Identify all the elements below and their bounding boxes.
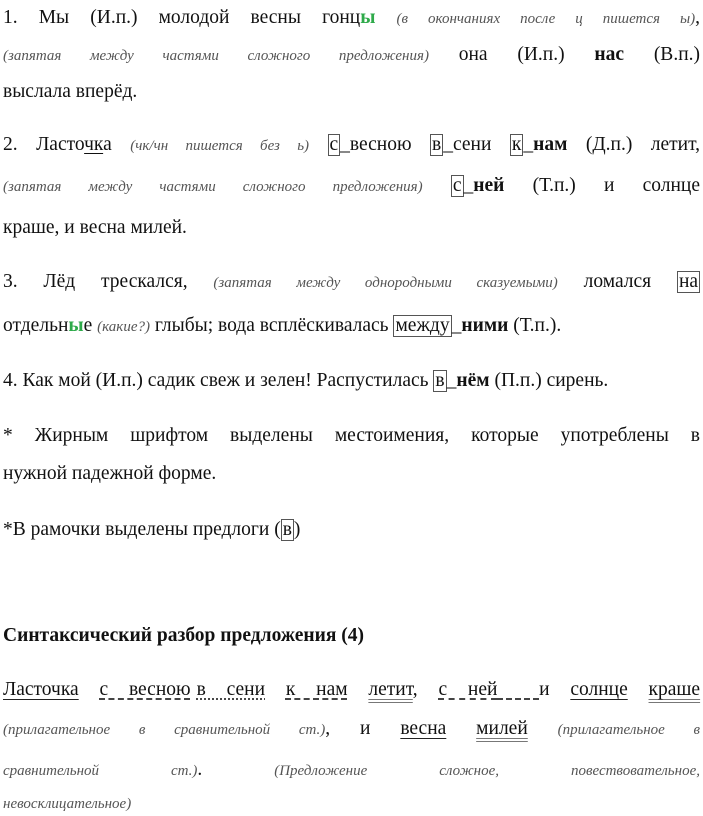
s1-line-2: (запятая между частями сложного предложения) она (И.п.) нас (В.п.) xyxy=(3,44,700,65)
s4-line: 4. Как мой (И.п.) садик свеж и зелен! Распустилась в _нём (П.п.) сирень. xyxy=(3,370,609,391)
preposition-box: между xyxy=(395,315,450,336)
preposition-box: с xyxy=(329,134,339,155)
object: с весною xyxy=(99,679,191,700)
s2-line-2: (запятая между частями сложного предложения) с _ней (Т.п.) и солнце xyxy=(3,175,700,196)
parse-line-1: Ласточка с весною в сени к нам летит, с ней и солнце краше xyxy=(3,679,701,700)
parse-line-4: невосклицательное) xyxy=(3,796,132,812)
pronoun: ними xyxy=(461,315,509,336)
question-note: (какие?) xyxy=(97,319,150,335)
s1-line-1: 1. Мы (И.п.) молодой весны гонцы (в окончаниях после ц пишется ы), xyxy=(3,7,700,28)
s2-line-1: 2. Ласточка (чк/чн пишется без ь) с _весною в _сени к _нам (Д.п.) летит, xyxy=(3,134,701,155)
pronoun: нём xyxy=(456,370,490,391)
pronoun: нас xyxy=(594,44,625,65)
punctuation-note: (запятая между частями сложного предложения) xyxy=(3,179,423,195)
object: с ней xyxy=(438,679,498,700)
preposition-box: на xyxy=(678,271,699,292)
spelling-note: (в окончаниях после ц пишется ы) xyxy=(396,11,696,27)
predicate: краше xyxy=(648,679,701,700)
object: к нам xyxy=(285,679,348,700)
note-box: *В рамочки выделены предлоги ( в ) xyxy=(3,519,301,540)
note-bold-line-1: * Жирным шрифтом выделены местоимения, которые употреблены в xyxy=(3,425,700,446)
s3-line-2: отдельные (какие?) глыбы; вода всплёскивалась между _ними (Т.п.). xyxy=(3,315,562,336)
s1-line-3: выслала вперёд. xyxy=(3,81,138,102)
adverbial: в сени xyxy=(196,679,266,700)
pronoun: ней xyxy=(473,175,505,196)
preposition-box: с xyxy=(452,175,462,196)
predicate: летит xyxy=(368,679,413,700)
punctuation-note: (запятая между однородными сказуемыми) xyxy=(213,275,558,291)
spelling-note: (чк/чн пишется без ь) xyxy=(130,138,310,154)
s3-line-1: 3. Лёд трескался, (запятая между однородными сказуемыми) ломался на xyxy=(3,271,699,292)
parse-line-2: (прилагательное в сравнительной ст.), и весна милей (прилагательное в xyxy=(3,718,701,739)
section-heading: Синтаксический разбор предложения (4) xyxy=(3,625,364,646)
predicate: милей xyxy=(476,718,528,739)
parse-line-3: сравнительной ст.). (Предложение сложное, повествовательное, xyxy=(3,759,700,780)
pronoun: нам xyxy=(533,134,568,155)
preposition-box: к xyxy=(511,134,522,155)
subject: Ласточка xyxy=(3,679,79,700)
preposition-box: в xyxy=(435,370,445,391)
punctuation-note: (запятая между частями сложного предложения) xyxy=(3,48,429,64)
ending-highlight: ы xyxy=(68,315,84,336)
preposition-box: в xyxy=(282,519,292,540)
preposition-box: в xyxy=(432,134,442,155)
s2-line-3: краше, и весна милей. xyxy=(3,217,187,238)
subject: весна xyxy=(400,718,447,739)
note-bold-line-2: нужной падежной форме. xyxy=(3,463,217,484)
ending-highlight: ы xyxy=(360,7,376,28)
subject: солнце xyxy=(570,679,628,700)
